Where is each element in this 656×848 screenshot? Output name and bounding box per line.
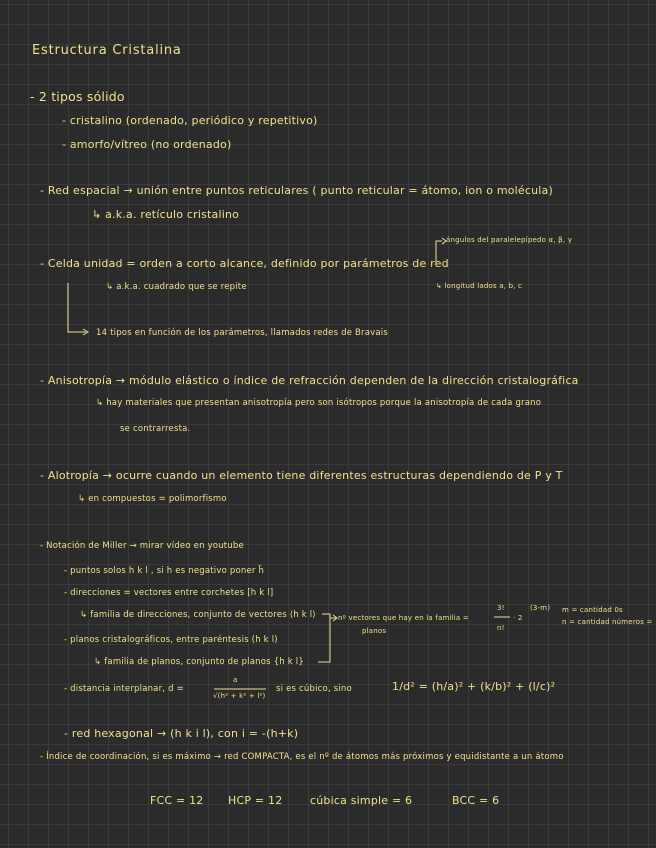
- formula-numerator: 3!: [497, 604, 505, 612]
- allotropy-note: ↳ en compuestos = polimorfismo: [78, 494, 227, 504]
- formula-denominator: n!: [497, 624, 505, 632]
- cell-lengths-note: ↳ longitud lados a, b, c: [436, 282, 523, 290]
- anisotropy-note-line1: ↳ hay materiales que presentan anisotropía pero son isótropos porque la anisotropía de cada grano: [96, 398, 542, 408]
- bravais-note: 14 tipos en función de los parámetros, llamados redes de Bravais: [96, 328, 388, 338]
- amorphous-item: - amorfo/vítreo (no ordenado): [62, 138, 232, 151]
- bcc-value: BCC = 6: [452, 794, 500, 807]
- miller-direction-family: ↳ familia de direcciones, conjunto de vectores ⟨h k l⟩: [80, 610, 316, 620]
- distance-denominator: √(h² + k² + l²): [213, 692, 266, 700]
- miller-heading: - Notación de Miller → mirar vídeo en youtube: [40, 541, 244, 551]
- hcp-value: HCP = 12: [228, 794, 283, 807]
- family-vector-count: nº vectores que hay en la familia =: [338, 614, 469, 622]
- m-definition: m = cantidad 0s: [562, 606, 623, 614]
- anisotropy-note-line2: se contrarresta.: [120, 424, 191, 434]
- unit-cell-heading: - Celda unidad = orden a corto alcance, definido por parámetros de red: [40, 257, 449, 270]
- miller-planes: - planos cristalográficos, entre paréntesis (h k l): [64, 635, 278, 645]
- page-title: Estructura Cristalina: [32, 43, 182, 58]
- cubic-condition: si es cúbico, sino: [276, 684, 352, 694]
- angles-connector: [436, 241, 442, 262]
- miller-points: - puntos solos h k l , si h es negativo poner h̄: [64, 566, 265, 576]
- simple-cubic-value: cúbica simple = 6: [310, 794, 413, 807]
- planes-label: planos: [362, 627, 387, 635]
- distance-equation: 1/d² = (h/a)² + (k/b)² + (l/c)²: [392, 680, 556, 693]
- space-lattice-aka: ↳ a.k.a. retículo cristalino: [92, 208, 240, 221]
- miller-plane-family: ↳ familia de planos, conjunto de planos {h k l}: [94, 657, 304, 667]
- angles-arrowhead: [442, 238, 446, 244]
- anisotropy-heading: - Anisotropía → módulo elástico o índice de refracción dependen de la dirección cristalográfica: [40, 374, 579, 387]
- interplanar-distance: - distancia interplanar, d =: [64, 684, 184, 694]
- distance-numerator: a: [233, 676, 238, 684]
- crystalline-item: - cristalino (ordenado, periódico y repetitivo): [62, 114, 318, 127]
- space-lattice-heading: - Red espacial → unión entre puntos reticulares ( punto reticular = átomo, ion o molécula): [40, 184, 553, 197]
- formula-tail: · 2: [513, 614, 523, 622]
- hexagonal-lattice: - red hexagonal → (h k i l), con i = -(h+k): [64, 727, 299, 740]
- coordination-heading: - Índice de coordinación, si es máximo → red COMPACTA, es el nº de átomos más próximos y equidistante a un átomo: [40, 752, 564, 762]
- allotropy-heading: - Alotropía → ocurre cuando un elemento tiene diferentes estructuras dependiendo de P y T: [40, 469, 563, 482]
- solid-types-heading: - 2 tipos sólido: [30, 89, 125, 104]
- bravais-connector: [68, 283, 86, 332]
- unit-cell-aka: ↳ a.k.a. cuadrado que se repite: [106, 282, 247, 292]
- miller-directions: - direcciones = vectores entre corchetes [h k l]: [64, 588, 274, 598]
- formula-exponent: (3-m): [530, 604, 551, 612]
- family-bracket: [318, 614, 330, 662]
- fcc-value: FCC = 12: [150, 794, 204, 807]
- n-definition: n = cantidad números =: [562, 618, 653, 626]
- cell-angles-note: ángulos del paralelepípedo α, β, γ: [446, 236, 573, 244]
